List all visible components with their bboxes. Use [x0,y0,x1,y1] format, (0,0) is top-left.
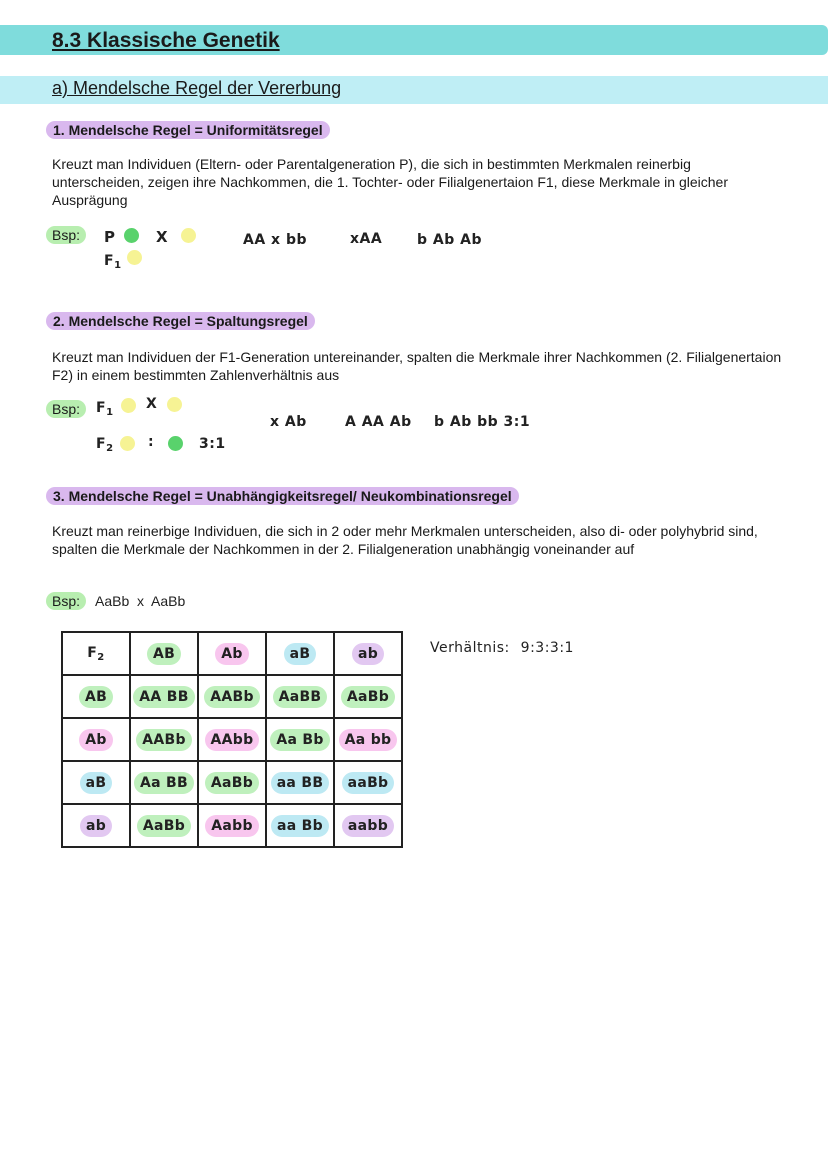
green-dot [124,228,139,243]
ratio-value: 9:3:3:1 [520,640,574,656]
yellow-dot [181,228,196,243]
genotype-cell: Aabb [198,804,266,847]
rule1-cross-1: AA x bb [243,232,307,248]
rule1-x: X [156,228,169,246]
table-row [62,675,402,718]
rule2-heading: 2. Mendelsche Regel = Spaltungsregel [46,312,315,330]
rule2-cross-1: x Ab [270,414,307,430]
rule1-cross-3: b Ab Ab [417,232,482,248]
rule2-f2-label: $F_2$ [96,436,114,454]
column-header: Ab [198,632,266,675]
rule2-ratio: 3:1 [199,436,226,452]
rule2-x: X [146,396,158,412]
column-header: AB [130,632,198,675]
column-header: aB [266,632,334,675]
genotype-cell: AaBb [130,804,198,847]
row-header: ab [62,804,130,847]
row-header: AB [62,675,130,718]
yellow-dot [120,436,135,451]
rule2-text: Kreuzt man Individuen der F1-Generation untereinander, spalten die Merkmale ihrer Nachkommen (2. Filialgenertaion F2) in einem bestimmten Zahlenverhältnis aus [52,349,782,383]
genotype-cell: AA BB [130,675,198,718]
rule2-colon: : [148,434,155,450]
genotype-cell: AaBb [334,675,402,718]
genotype-cell: aa Bb [266,804,334,847]
rule2-cross-3: b Ab bb 3:1 [434,414,531,430]
genotype-cell: AaBB [266,675,334,718]
green-dot [168,436,183,451]
genotype-cell: aa BB [266,761,334,804]
ratio-label: Verhältnis: [430,640,510,656]
section-subtitle: a) Mendelsche Regel der Vererbung [52,78,342,98]
rule3-cross: AaBb x AaBb [95,593,186,609]
genotype-cell: Aa BB [130,761,198,804]
rule1-heading: 1. Mendelsche Regel = Uniformitätsregel [46,121,330,139]
genotype-cell: AAbb [198,718,266,761]
rule3-bsp-label: Bsp: [46,592,86,610]
yellow-dot [167,397,182,412]
genotype-cell: AABb [198,675,266,718]
genotype-cell: Aa Bb [266,718,334,761]
rule3-heading: 3. Mendelsche Regel = Unabhängigkeitsregel/ Neukombinationsregel [46,487,519,505]
genotype-cell: aaBb [334,761,402,804]
rule2-f1-label: $F_1$ [96,400,114,418]
rule1-cross-2: xAA [350,231,383,247]
genotype-cell: aabb [334,804,402,847]
row-header: Ab [62,718,130,761]
table-row [62,718,402,761]
rule1-bsp-label: Bsp: [46,226,86,244]
ratio-annotation [430,640,574,656]
row-header: aB [62,761,130,804]
genotype-cell: AABb [130,718,198,761]
rule1-f1-label: $F_1$ [104,253,122,271]
rule2-cross-2: A AA Ab [345,414,412,430]
punnett-header-row [62,632,402,675]
rule3-text: Kreuzt man reinerbige Individuen, die sich in 2 oder mehr Merkmalen unterscheiden, also di- oder polyhybrid sind, spalten die Merkmale der Nachkommen in der 2. Filialgeneration unabhängig voneinander auf [52,523,758,557]
genotype-cell: Aa bb [334,718,402,761]
rule2-bsp-label: Bsp: [46,400,86,418]
punnett-square [61,631,403,848]
genotype-cell: AaBb [198,761,266,804]
yellow-dot [127,250,142,265]
table-row [62,804,402,847]
punnett-corner: $F_2$ [62,632,130,675]
table-row [62,761,402,804]
page-title: 8.3 Klassische Genetik [52,29,280,52]
column-header: ab [334,632,402,675]
yellow-dot [121,398,136,413]
rule1-p-label: P [104,228,116,246]
rule1-text: Kreuzt man Individuen (Eltern- oder Parentalgeneration P), die sich in bestimmten Merkmalen reinerbig unterscheiden, zeigen ihre Nachkommen, die 1. Tochter- oder Filialgenertaion F1, diese Merkmale in gleicher Ausprägung [52,156,728,208]
